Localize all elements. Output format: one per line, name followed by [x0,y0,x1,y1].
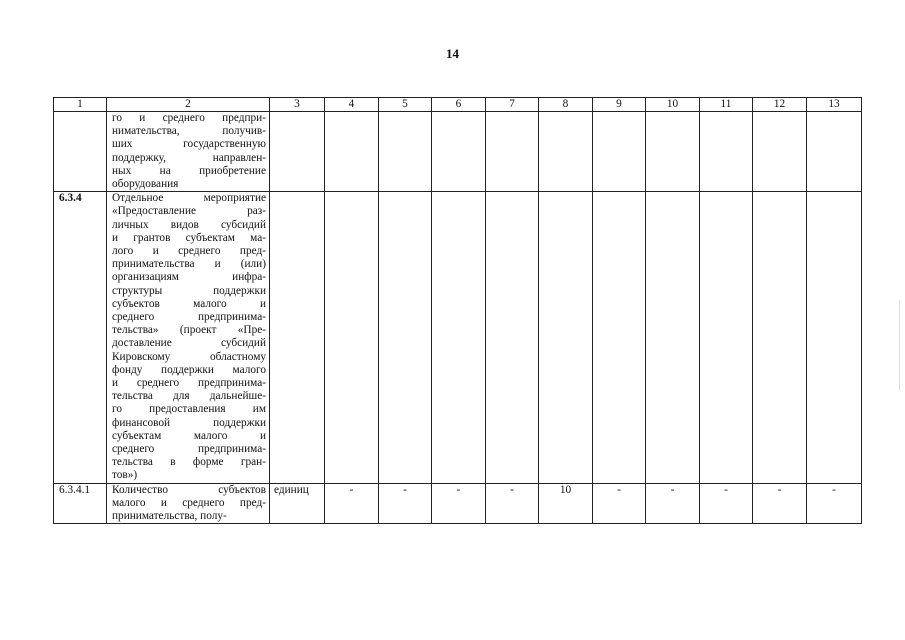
value-cell [432,112,486,192]
description-line: финансовой поддержки [112,416,266,429]
column-number-header: 13 [807,98,862,112]
description-line: среднего предпринима- [112,443,266,456]
unit-cell [270,112,325,192]
description-line: Кировскому областному [112,350,266,363]
value-cell [593,112,646,192]
page-number: 14 [446,46,459,61]
value-cell: - [807,483,862,524]
value-cell [325,192,379,483]
description-line: тельства» (проект «Пре- [112,324,266,337]
value-cell: - [379,483,432,524]
data-table [53,97,862,524]
column-number-header: 10 [646,98,700,112]
value-cell [539,112,593,192]
description-line: субъектам малого и [112,429,266,442]
column-number-header: 9 [593,98,646,112]
description-line: ших государственную [112,138,266,151]
column-number-header: 11 [700,98,753,112]
row-code: 6.3.4 [54,192,107,483]
description-line: оборудования [112,178,179,191]
description-line: и грантов субъектам ма- [112,231,266,244]
description-line: нимательства, получив- [112,125,266,138]
description-line: ных на приобретение [112,164,266,177]
description-line: принимательства, полу- [112,510,227,523]
value-cell: - [486,483,539,524]
row-description [107,192,270,483]
value-cell [325,112,379,192]
value-cell: - [593,483,646,524]
description-line: личных видов субсидий [112,218,266,231]
value-cell [593,192,646,483]
column-number-header: 5 [379,98,432,112]
row-description [107,483,270,524]
description-line: среднего предпринима- [112,311,266,324]
value-cell [753,112,807,192]
column-number-header: 2 [107,98,270,112]
column-number-header: 8 [539,98,593,112]
row-description [107,112,270,192]
description-line: и среднего предпринима- [112,377,266,390]
description-line: Количество субъектов [112,483,266,496]
value-cell [700,112,753,192]
description-line: «Предоставление раз- [112,205,266,218]
value-cell [539,192,593,483]
description-line: Отдельное мероприятие [112,192,266,205]
column-number-header: 6 [432,98,486,112]
header-row [54,98,862,112]
table-row [54,483,862,524]
value-cell [646,112,700,192]
description-line: тельства в форме гран- [112,456,266,469]
column-number-header: 4 [325,98,379,112]
description-line: субъектов малого и [112,297,266,310]
description-line: го и среднего предпри- [112,112,266,124]
value-cell [432,192,486,483]
description-line: поддержку, направлен- [112,151,266,164]
row-code [54,112,107,192]
value-cell [486,192,539,483]
scan-artifact [899,300,900,390]
description-line: доставление субсидий [112,337,266,350]
column-number-header: 12 [753,98,807,112]
row-code: 6.3.4.1 [54,483,107,524]
column-number-header: 7 [486,98,539,112]
description-line: лого и среднего пред- [112,245,266,258]
description-line: структуры поддержки [112,284,266,297]
value-cell: - [325,483,379,524]
column-number-header: 1 [54,98,107,112]
description-line: тельства для дальнейше- [112,390,266,403]
description-line: малого и среднего пред- [112,496,266,509]
value-cell [486,112,539,192]
value-cell: - [753,483,807,524]
unit-cell [270,192,325,483]
value-cell [379,112,432,192]
table-row [54,192,862,483]
value-cell [379,192,432,483]
description-line: го предоставления им [112,403,266,416]
description-line: фонду поддержки малого [112,363,266,376]
description-line: тов») [112,469,138,482]
unit-cell: единиц [270,483,325,524]
table-row [54,112,862,192]
description-line: принимательства и (или) [112,258,266,271]
value-cell [753,192,807,483]
description-line: организациям инфра- [112,271,266,284]
value-cell [646,192,700,483]
value-cell [700,192,753,483]
value-cell: - [646,483,700,524]
value-cell: - [432,483,486,524]
value-cell: 10 [539,483,593,524]
value-cell [807,112,862,192]
column-number-header: 3 [270,98,325,112]
value-cell: - [700,483,753,524]
value-cell [807,192,862,483]
